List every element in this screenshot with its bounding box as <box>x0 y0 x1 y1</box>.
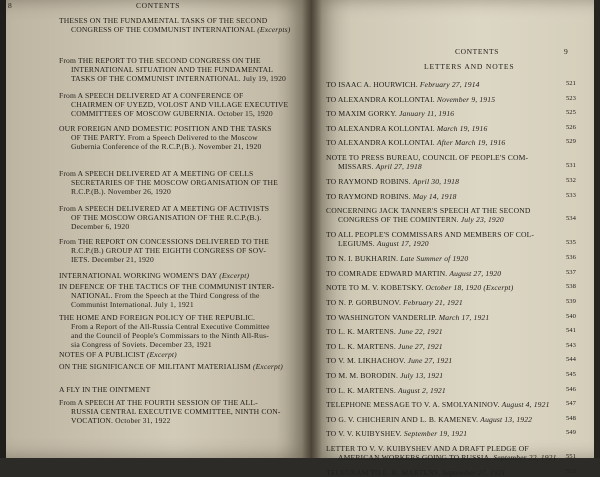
toc-entry <box>59 91 288 118</box>
letter-entry-page: 539 <box>566 298 576 305</box>
letter-entry-date: November 9, 1915 <box>436 94 496 104</box>
letter-entry-title: TO G. V. CHICHERIN AND L. B. KAMENEV. <box>326 414 479 424</box>
letter-entry-title: TO WASHINGTON VANDERLIP. <box>326 312 437 322</box>
letter-entry-title: TO L. K. MARTENS. <box>326 341 396 351</box>
letter-entry-title: TO RAYMOND ROBINS. <box>326 177 411 186</box>
toc-entry <box>59 350 177 359</box>
letter-entry-page: 523 <box>566 94 576 102</box>
letter-entry-title: TO RAYMOND ROBINS. <box>326 191 411 201</box>
letter-entry-date: January 11, 1916 <box>399 109 455 119</box>
right-page <box>312 0 594 477</box>
letter-entry-page: 549 <box>566 429 576 437</box>
toc-entry-line: From A SPEECH DELIVERED AT A CONFERENCE OF <box>59 91 244 100</box>
toc-entry-line: NATIONAL. From the Speech at the Third Congress of the <box>71 291 260 300</box>
letter-entry <box>326 400 550 409</box>
toc-entry-line: IETS. December 21, 1920 <box>71 255 154 264</box>
letter-entry-title: TELEPHONE MESSAGE TO V. A. SMOLYANINOV. <box>326 400 500 410</box>
letter-entry <box>326 313 489 322</box>
letter-entry <box>326 269 501 278</box>
toc-entry-line: R.C.P.(B.). November 26, 1920 <box>71 187 171 196</box>
letter-entry-date: April 30, 1918 <box>412 177 460 186</box>
toc-entry-line: IN DEFENCE OF THE TACTICS OF THE COMMUNIST INTER- <box>59 282 275 291</box>
toc-entry-line: and the Council of People's Commissars to the Ninth All-Rus- <box>71 331 269 340</box>
letter-entry <box>326 468 506 477</box>
toc-entry-line <box>59 362 283 371</box>
left-page <box>6 0 312 458</box>
letter-entry <box>326 342 443 351</box>
letter-entry-date: September 19, 1921 <box>403 429 468 439</box>
toc-entry <box>59 385 150 394</box>
letter-entry-page: 537 <box>566 268 576 276</box>
right-page-number: 9 <box>564 47 569 56</box>
letter-entry-date: July 13, 1921 <box>400 371 444 380</box>
letter-entry-page: 540 <box>566 312 576 320</box>
toc-entry-line <box>59 271 249 280</box>
toc-entry-line: THESES ON THE FUNDAMENTAL TASKS OF THE SECOND <box>59 16 268 25</box>
letter-entry-page: 521 <box>566 80 576 87</box>
toc-entry <box>59 204 269 231</box>
toc-entry-line: December 6, 1920 <box>71 222 130 231</box>
letter-entry-title: TO N. I. BUKHARIN. <box>326 254 399 264</box>
letter-entry <box>326 444 557 462</box>
letter-entry-date: July 23, 1920 <box>460 215 504 225</box>
letter-entry-page: 541 <box>566 327 576 335</box>
letter-entry <box>326 230 534 248</box>
letter-entry-date: Late Summer of 1920 <box>400 254 469 264</box>
letter-entry-page: 553 <box>566 468 576 475</box>
letter-entry <box>326 95 495 104</box>
letter-entry-title: TO MAXIM GORKY. <box>326 109 397 119</box>
letter-entry <box>326 254 468 263</box>
toc-entry-line <box>59 350 177 359</box>
toc-entry-line: Gubernia Conference of the R.C.P.(B.). November 21, 1920 <box>71 142 262 151</box>
letter-entry <box>326 138 505 147</box>
letter-entry-page: 532 <box>566 177 576 184</box>
toc-entry <box>59 313 270 349</box>
letter-entry-title: NOTE TO M. V. KOBETSKY. <box>326 283 424 293</box>
toc-entry-line: From A SPEECH DELIVERED AT A MEETING OF CELLS <box>59 169 254 178</box>
letter-entry-date: March 19, 1916 <box>436 123 488 133</box>
letter-entry-page: 548 <box>566 414 576 422</box>
toc-entry-line: A FLY IN THE OINTMENT <box>59 385 151 394</box>
letter-entry-title: TELEGRAM TO L. K. MARTENS. <box>326 468 441 477</box>
letter-entry-date: August 13, 1922 <box>480 414 533 424</box>
letter-entry-title: TO COMRADE EDWARD MARTIN. <box>326 268 448 278</box>
toc-entry-line: From A SPEECH AT THE FOURTH SESSION OF THE ALL- <box>59 398 258 407</box>
letter-entry-date: February 21, 1921 <box>403 298 463 307</box>
right-running-head: CONTENTS <box>455 47 499 56</box>
toc-entry-line: From THE REPORT ON CONCESSIONS DELIVERED TO THE <box>59 237 269 246</box>
toc-entry-line: From a Report of the All-Russia Central Executive Committee <box>71 322 270 331</box>
letter-entry-page: 543 <box>566 341 576 349</box>
book-gutter <box>302 0 322 458</box>
toc-entry-text: INTERNATIONAL WORKING WOMEN'S DAY <box>59 271 218 280</box>
letter-entry <box>326 356 452 365</box>
letter-entry-title-cont: AMERICAN WORKERS GOING TO RUSSIA. <box>338 453 492 462</box>
toc-entry-line: CHAIRMEN OF UYEZD, VOLOST AND VILLAGE EXECUTIVE <box>71 100 289 109</box>
letter-entry-page: 547 <box>566 400 576 408</box>
toc-entry <box>59 398 281 425</box>
toc-entry-note: (Excerpt) <box>146 350 177 359</box>
toc-entry-line: OF THE MOSCOW ORGANISATION OF THE R.C.P.(B.). <box>71 213 262 222</box>
toc-entry <box>59 124 272 151</box>
letter-entry-title: TO L. K. MARTENS. <box>326 385 396 395</box>
toc-entry-line: VOCATION. October 31, 1922 <box>71 416 171 425</box>
letter-entry-page: 525 <box>566 109 576 117</box>
letter-entry-date: August 17, 1920 <box>376 239 429 249</box>
letter-entry <box>326 283 513 292</box>
letter-entry <box>326 429 467 438</box>
letter-entry-title: TO V. V. KUIBYSHEV. <box>326 429 402 439</box>
letter-entry-title: TO ALEXANDRA KOLLONTAI. <box>326 138 435 148</box>
letter-entry-title: TO ISAAC A. HOURWICH. <box>326 80 418 89</box>
toc-entry <box>59 56 286 83</box>
letter-entry-title: CONCERNING JACK TANNER'S SPEECH AT THE SECOND <box>326 206 531 216</box>
letter-entry <box>326 386 446 395</box>
letter-entry-page: 529 <box>566 138 576 146</box>
letter-entry-date: February 27, 1914 <box>419 80 480 89</box>
toc-entry <box>59 16 290 34</box>
letter-entry <box>326 206 531 224</box>
toc-entry-note: (Excerpts) <box>257 25 291 34</box>
left-page-number: 8 <box>8 1 13 10</box>
letter-entry-date: June 27, 1921 <box>397 341 443 351</box>
toc-entry-line: Communist International. July 1, 1921 <box>71 300 194 309</box>
letter-entry-title: TO N. P. GORBUNOV. <box>326 298 401 307</box>
letter-entry-page: 546 <box>566 385 576 393</box>
toc-entry-line: COMMITTEES OF MOSCOW GUBERNIA. October 15, 1920 <box>71 109 273 118</box>
toc-entry-note: (Excerpt) <box>252 362 283 371</box>
letter-entry <box>326 177 459 186</box>
toc-entry-line: From THE REPORT TO THE SECOND CONGRESS ON THE <box>59 56 261 65</box>
letter-entry <box>326 192 457 201</box>
toc-entry-line: THE HOME AND FOREIGN POLICY OF THE REPUBLIC. <box>59 313 256 322</box>
toc-entry-note: (Excerpt) <box>219 271 250 280</box>
letter-entry-title: TO ALEXANDRA KOLLONTAI. <box>326 123 435 133</box>
toc-entry-line: sia Congress of Soviets. December 23, 1921 <box>71 340 212 349</box>
letter-entry <box>326 298 463 307</box>
letter-entry-date: September 27, 1921 <box>442 468 506 477</box>
letter-entry-page: 533 <box>566 191 576 199</box>
letter-entry <box>326 327 443 336</box>
letter-entry-title-cont: MISSARS. <box>338 162 374 171</box>
toc-entry <box>59 237 269 264</box>
toc-entry <box>59 362 283 371</box>
toc-entry-line: TASKS OF THE COMMUNIST INTERNATIONAL. July 19, 1920 <box>71 74 286 83</box>
letter-entry-title: TO V. M. LIKHACHOV. <box>326 356 406 366</box>
letter-entry-date: August 2, 1921 <box>397 385 446 395</box>
toc-entry <box>59 282 274 309</box>
letter-entry-date: April 27, 1918 <box>375 162 422 171</box>
letter-entry-date: September 22, 1921 <box>493 453 557 462</box>
toc-entry-line <box>59 25 290 34</box>
letter-entry <box>326 124 487 133</box>
toc-entry-line: OF THE PARTY. From a Speech Delivered to the Moscow <box>71 133 258 142</box>
letter-entry-date: May 14, 1918 <box>412 191 457 201</box>
toc-entry-line: OUR FOREIGN AND DOMESTIC POSITION AND THE TASKS <box>59 124 272 133</box>
letter-entry-title: LETTER TO V. V. KUIBYSHEV AND A DRAFT PLEDGE OF <box>326 444 529 453</box>
letter-entry <box>326 371 443 380</box>
letter-entry <box>326 80 480 89</box>
letter-entry-title: NOTE TO PRESS BUREAU, COUNCIL OF PEOPLE'S COM- <box>326 153 529 162</box>
letter-entry-page: 544 <box>566 356 576 364</box>
letter-entry-date: June 27, 1921 <box>407 356 453 366</box>
letter-entry-date: August 27, 1920 <box>449 268 502 278</box>
toc-entry-text: CONGRESS OF THE COMMUNIST INTERNATIONAL <box>71 25 256 34</box>
toc-entry <box>59 169 278 196</box>
letter-entry <box>326 415 532 424</box>
letter-entry-page: 545 <box>566 371 576 378</box>
toc-entry <box>59 271 249 280</box>
toc-entry-line: INTERNATIONAL SITUATION AND THE FUNDAMENTAL <box>71 65 273 74</box>
letter-entry-title: TO L. K. MARTENS. <box>326 327 396 337</box>
letter-entry-page: 536 <box>566 254 576 262</box>
letter-entry-title-cont: LEGIUMS. <box>338 239 375 249</box>
letter-entry-date: August 4, 1921 <box>501 400 550 410</box>
left-running-head: CONTENTS <box>136 1 180 10</box>
toc-entry-text: NOTES OF A PUBLICIST <box>59 350 145 359</box>
letter-entry-page: 551 <box>566 453 576 460</box>
letter-entry-date: After March 19, 1916 <box>436 138 506 148</box>
letter-entry-title-cont: CONGRESS OF THE COMINTERN. <box>338 215 459 225</box>
letter-entry-date: October 18, 1920 (Excerpt) <box>425 283 514 293</box>
toc-entry-line: SECRETARIES OF THE MOSCOW ORGANISATION OF THE <box>71 178 278 187</box>
letter-entry-title: TO ALEXANDRA KOLLONTAI. <box>326 94 435 104</box>
letter-entry-page: 534 <box>566 215 576 223</box>
toc-entry-line: From A SPEECH DELIVERED AT A MEETING OF ACTIVISTS <box>59 204 270 213</box>
letter-entry-page: 531 <box>566 162 576 169</box>
letter-entry-date: June 22, 1921 <box>397 327 443 337</box>
toc-entry-line: R.C.P.(B.) GROUP AT THE EIGHTH CONGRESS OF SOV- <box>71 246 267 255</box>
letter-entry <box>326 153 528 171</box>
section-title: LETTERS AND NOTES <box>424 62 515 71</box>
letter-entry-title: TO M. M. BORODIN. <box>326 371 399 380</box>
letter-entry <box>326 109 454 118</box>
letter-entry-page: 538 <box>566 283 576 291</box>
letter-entry-page: 535 <box>566 239 576 247</box>
letter-entry-date: March 17, 1921 <box>438 312 490 322</box>
toc-entry-line: RUSSIA CENTRAL EXECUTIVE COMMITTEE, NINTH CON- <box>71 407 281 416</box>
letter-entry-title: TO ALL PEOPLE'S COMMISSARS AND MEMBERS OF COL- <box>326 230 535 240</box>
toc-entry-text: ON THE SIGNIFICANCE OF MILITANT MATERIALISM <box>59 362 251 371</box>
letter-entry-page: 526 <box>566 123 576 131</box>
